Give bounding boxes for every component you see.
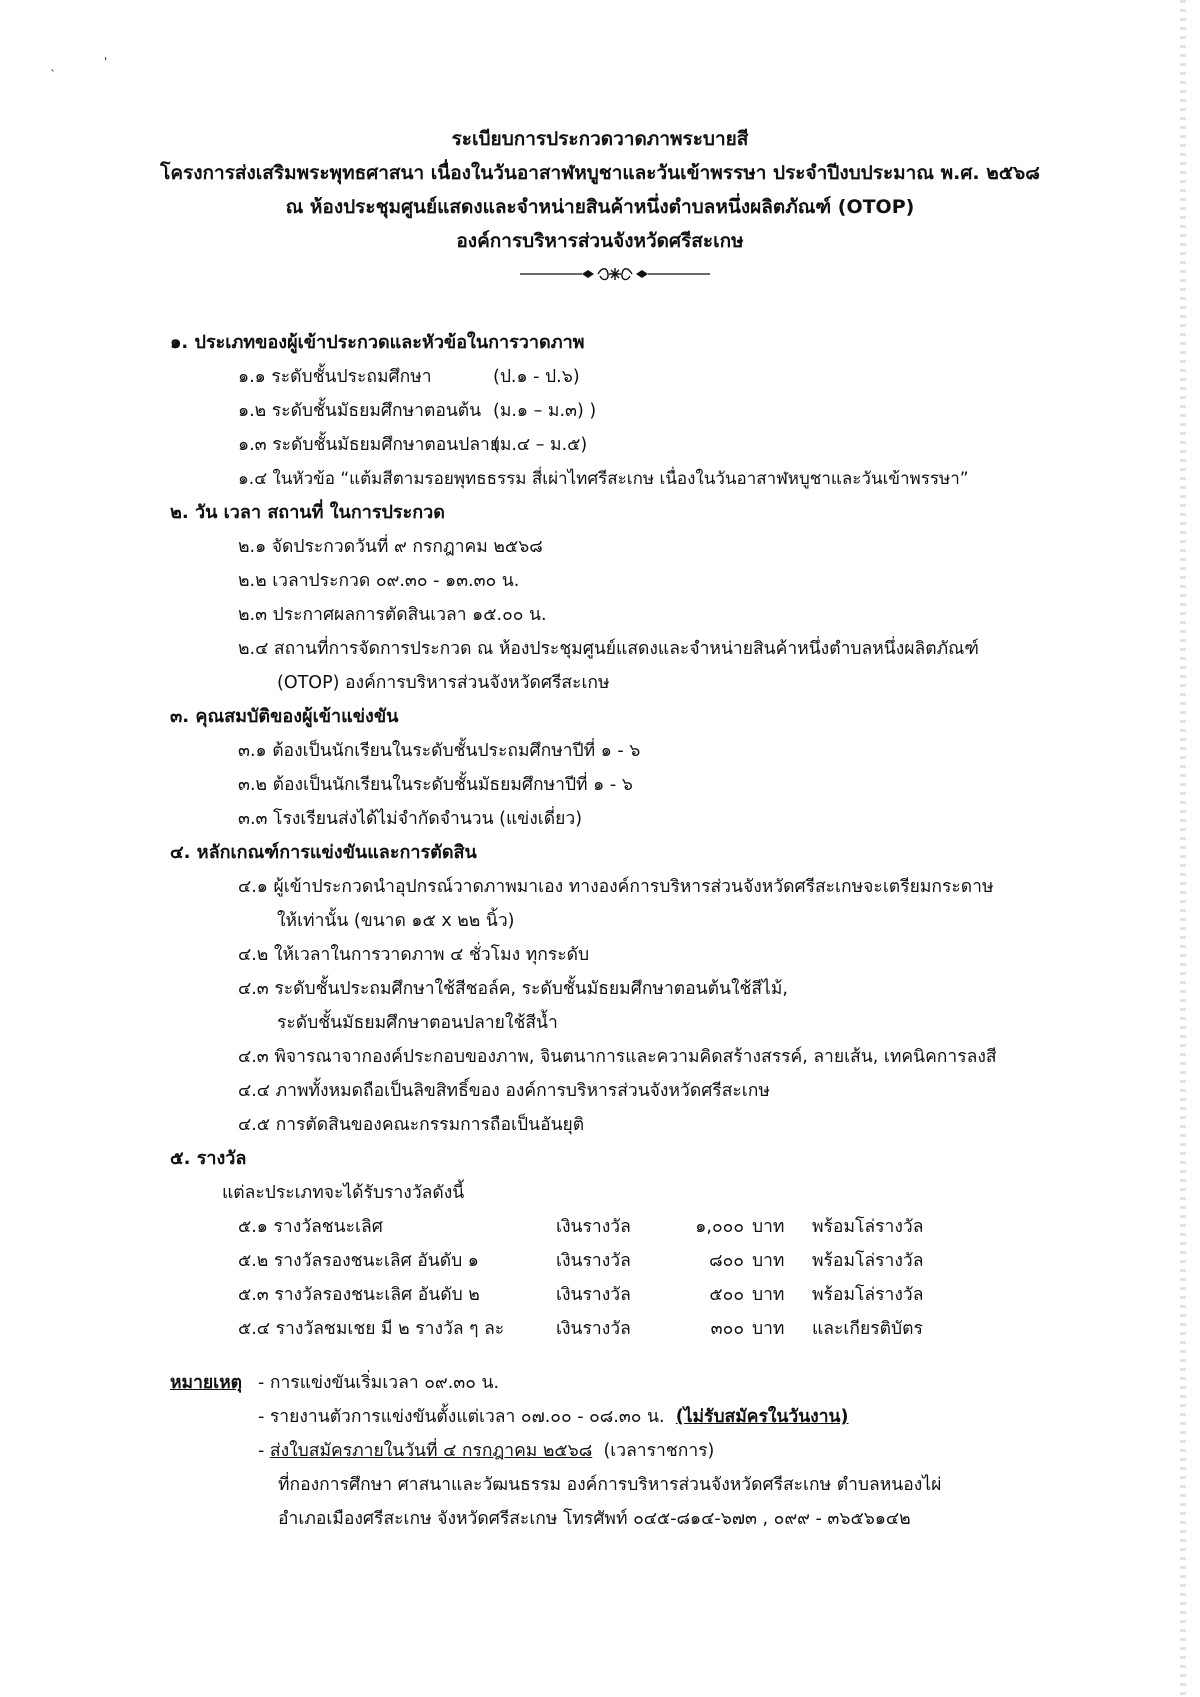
prize-extra: และเกียรติบัตร: [812, 1319, 923, 1339]
section-5-heading: ๕. รางวัล: [170, 1148, 247, 1169]
section-1-item: [170, 394, 1100, 428]
section-2-item: ๒.๒ เวลาประกวด ๐๙.๓๐ - ๑๓.๓๐ น.: [238, 571, 520, 591]
prize-row: [170, 1210, 1100, 1244]
prize-row: [170, 1278, 1100, 1312]
section-2-item: ๒.๓ ประกาศผลการตัดสินเวลา ๑๕.๐๐ น.: [238, 605, 547, 625]
prize-amount: ๑,๐๐๐: [695, 1217, 744, 1237]
item-label: ๑.๓ ระดับชั้นมัธยมศึกษาตอนปลาย: [238, 435, 501, 455]
prize-amount: ๓๐๐: [710, 1319, 744, 1339]
ornament-divider-icon: [520, 264, 710, 284]
prize-extra: พร้อมโล่รางวัล: [812, 1251, 924, 1271]
section-4-item-continued: ระดับชั้นมัธยมศึกษาตอนปลายใช้สีน้ำ: [277, 1013, 558, 1033]
prize-unit: บาท: [752, 1285, 785, 1305]
section-3-item: ๓.๒ ต้องเป็นนักเรียนในระดับชั้นมัธยมศึกษาปีที่ ๑ - ๖: [238, 775, 633, 795]
prize-unit: บาท: [752, 1217, 785, 1237]
section-4-item: ๔.๓ ระดับชั้นประถมศึกษาใช้สีชอล์ค, ระดับชั้นมัธยมศึกษาตอนต้นใช้สีไม้,: [238, 979, 788, 999]
prize-intro: แต่ละประเภทจะได้รับรางวัลดังนี้: [222, 1183, 465, 1203]
item-label: ๑.๒ ระดับชั้นมัธยมศึกษาตอนต้น: [238, 401, 482, 421]
item-range: (ม.๔ – ม.๕): [493, 435, 588, 455]
section-1-heading: ๑. ประเภทของผู้เข้าประกวดและหัวข้อในการวาดภาพ: [170, 332, 585, 353]
item-range: (ม.๑ – ม.๓) ): [493, 401, 597, 421]
scan-speck: `: [50, 68, 56, 82]
document-body: [170, 326, 1100, 1346]
section-4-item: ๔.๕ การตัดสินของคณะกรรมการถือเป็นอันยุติ: [238, 1115, 585, 1135]
section-4-item-continued: ให้เท่านั้น (ขนาด ๑๕ x ๒๒ นิ้ว): [277, 911, 515, 931]
note-text: - การแข่งขันเริ่มเวลา ๐๙.๓๐ น.: [258, 1373, 500, 1393]
organization-line: องค์การบริหารส่วนจังหวัดศรีสะเกษ: [456, 230, 744, 252]
section-2-item: ๒.๑ จัดประกวดวันที่ ๙ กรกฎาคม ๒๕๖๘: [238, 537, 543, 557]
note-line: [170, 1366, 1100, 1400]
section-4-item: ๔.๑ ผู้เข้าประกวดนำอุปกรณ์วาดภาพมาเอง ทางองค์การบริหารส่วนจังหวัดศรีสะเกษจะเตรียมกระดาษ: [238, 877, 994, 897]
section-4-item: ๔.๒ ให้เวลาในการวาดภาพ ๔ ชั่วโมง ทุกระดับ: [238, 945, 590, 965]
note-deadline: ส่งใบสมัครภายในวันที่ ๔ กรกฎาคม ๒๕๖๘: [269, 1441, 593, 1461]
prize-name: ๕.๑ รางวัลชนะเลิศ: [238, 1217, 383, 1237]
prize-name: ๕.๔ รางวัลชมเชย มี ๒ รางวัล ๆ ละ: [238, 1319, 505, 1339]
prize-amount: ๘๐๐: [709, 1251, 744, 1271]
section-1-topic: ๑.๔ ในหัวข้อ “แต้มสีตามรอยพุทธธรรม สี่เผ่าไทศรีสะเกษ เนื่องในวันอาสาฬหบูชาและวันเข้าพรรษา”: [238, 469, 969, 489]
section-3-item: ๓.๑ ต้องเป็นนักเรียนในระดับชั้นประถมศึกษาปีที่ ๑ - ๖: [238, 741, 641, 761]
note-line: [170, 1434, 1100, 1468]
note-dash: -: [258, 1441, 265, 1461]
item-range: (ป.๑ - ป.๖): [493, 367, 580, 387]
prize-row: [170, 1312, 1100, 1346]
section-1-item: [170, 428, 1100, 462]
section-3-heading: ๓. คุณสมบัติของผู้เข้าแข่งขัน: [170, 706, 399, 727]
note-line: [170, 1400, 1100, 1434]
prize-extra: พร้อมโล่รางวัล: [812, 1217, 924, 1237]
venue-line: ณ ห้องประชุมศูนย์แสดงและจำหน่ายสินค้าหนึ่งตำบลหนึ่งผลิตภัณฑ์ (OTOP): [285, 196, 915, 218]
prize-unit: บาท: [752, 1251, 785, 1271]
document-title: ระเบียบการประกวดวาดภาพระบายสี: [451, 128, 749, 150]
project-line: โครงการส่งเสริมพระพุทธศาสนา เนื่องในวันอาสาฬหบูชาและวันเข้าพรรษา ประจำปีงบประมาณ พ.ศ. ๒๕๖๘: [160, 162, 1040, 184]
prize-label: เงินรางวัล: [556, 1285, 631, 1305]
section-4-item: ๔.๔ ภาพทั้งหมดถือเป็นลิขสิทธิ์ของ องค์การบริหารส่วนจังหวัดศรีสะเกษ: [238, 1081, 770, 1101]
prize-row: [170, 1244, 1100, 1278]
note-line: ที่กองการศึกษา ศาสนาและวัฒนธรรม องค์การบริหารส่วนจังหวัดศรีสะเกษ ตำบลหนองไผ่: [278, 1475, 942, 1495]
item-label: ๑.๑ ระดับชั้นประถมศึกษา: [238, 367, 432, 387]
prize-label: เงินรางวัล: [556, 1251, 631, 1271]
note-text: (เวลาราชการ): [603, 1441, 715, 1461]
section-4-heading: ๔. หลักเกณฑ์การแข่งขันและการตัดสิน: [170, 842, 477, 863]
prize-name: ๕.๒ รางวัลรองชนะเลิศ อันดับ ๑: [238, 1251, 479, 1271]
section-2-item-continued: (OTOP) องค์การบริหารส่วนจังหวัดศรีสะเกษ: [277, 673, 610, 693]
prize-unit: บาท: [752, 1319, 785, 1339]
notes-title: หมายเหตุ: [170, 1373, 243, 1393]
note-text: - รายงานตัวการแข่งขันตั้งแต่เวลา ๐๗.๐๐ - ๐๘.๓๐ น.: [258, 1407, 665, 1427]
prize-label: เงินรางวัล: [556, 1217, 631, 1237]
document-header: [0, 122, 1200, 258]
section-4-item: ๔.๓ พิจารณาจากองค์ประกอบของภาพ, จินตนาการและความคิดสร้างสรรค์, ลายเส้น, เทคนิคการลงสี: [238, 1047, 997, 1067]
section-3-item: ๓.๓ โรงเรียนส่งได้ไม่จำกัดจำนวน (แข่งเดี่ยว): [238, 809, 583, 829]
note-emphasis: (ไม่รับสมัครในวันงาน): [675, 1407, 849, 1427]
prize-amount: ๕๐๐: [709, 1285, 744, 1305]
section-1-item: [170, 360, 1100, 394]
notes-block: [170, 1366, 1100, 1536]
prize-extra: พร้อมโล่รางวัล: [812, 1285, 924, 1305]
prize-label: เงินรางวัล: [556, 1319, 631, 1339]
scan-speck: ': [104, 55, 108, 69]
note-line: อำเภอเมืองศรีสะเกษ จังหวัดศรีสะเกษ โทรศัพท์ ๐๔๕-๘๑๔-๖๗๓ , ๐๙๙ - ๓๖๕๖๑๔๒: [278, 1509, 911, 1529]
section-2-heading: ๒. วัน เวลา สถานที่ ในการประกวด: [170, 502, 445, 523]
section-2-item: ๒.๔ สถานที่การจัดการประกวด ณ ห้องประชุมศูนย์แสดงและจำหน่ายสินค้าหนึ่งตำบลหนึ่งผลิตภัณฑ์: [238, 639, 979, 659]
prize-name: ๕.๓ รางวัลรองชนะเลิศ อันดับ ๒: [238, 1285, 480, 1305]
